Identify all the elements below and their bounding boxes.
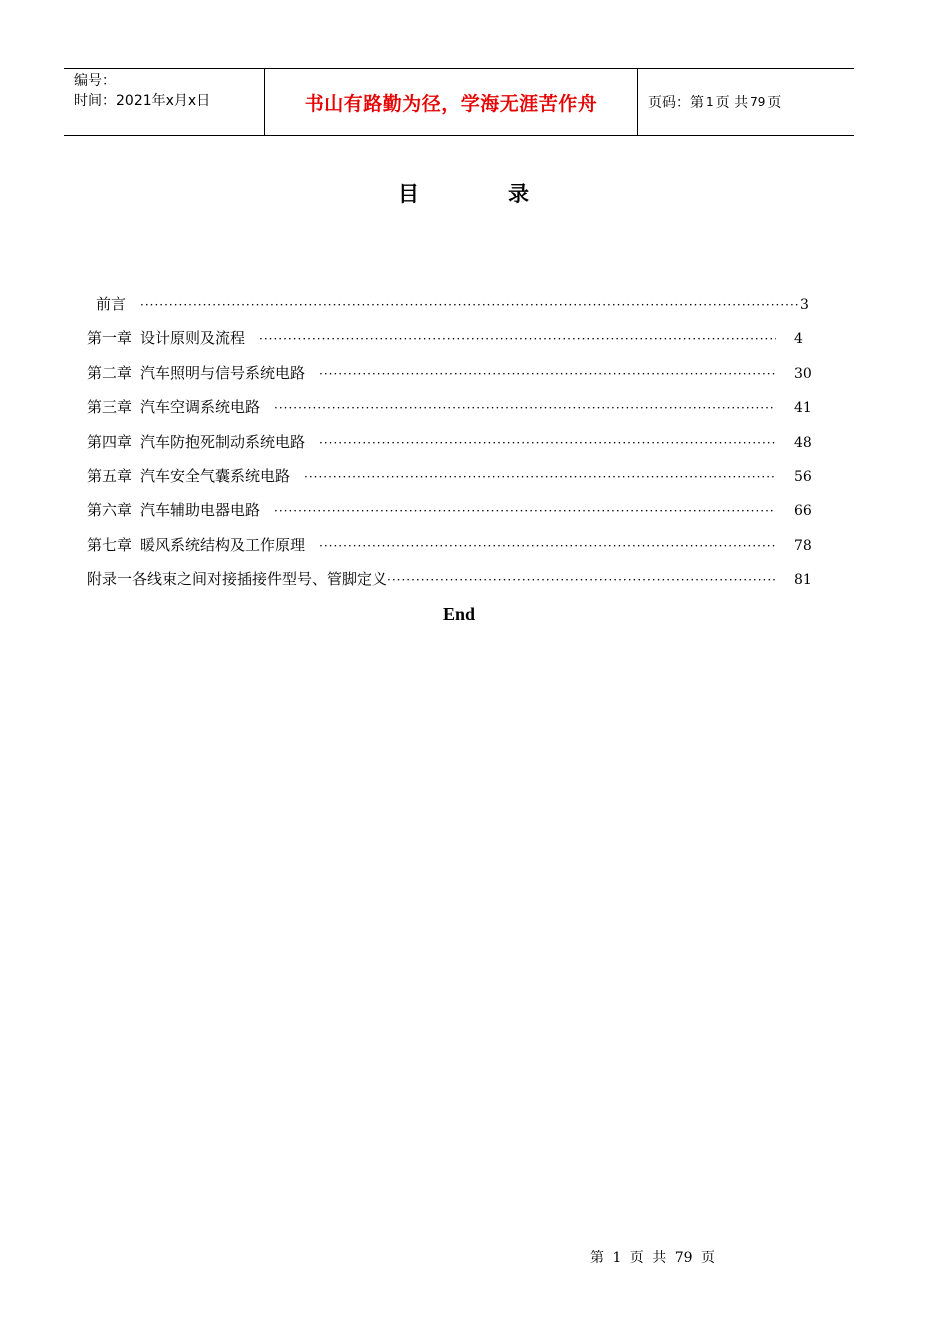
title-char-1: 目 xyxy=(398,182,419,206)
toc-entry-chapter: 第四章 xyxy=(87,432,133,451)
table-of-contents xyxy=(87,293,820,603)
toc-entry[interactable] xyxy=(87,534,820,568)
toc-entry-chapter: 第一章 xyxy=(87,329,133,348)
toc-leader-dots xyxy=(319,539,776,553)
toc-entry-page: 81 xyxy=(794,572,812,589)
toc-entry-chapter: 第三章 xyxy=(87,398,133,417)
page-current: 1 xyxy=(706,95,714,109)
toc-entry-label xyxy=(87,465,290,486)
title-char-2: 录 xyxy=(508,182,529,206)
toc-entry-title: 汽车防抱死制动系统电路 xyxy=(140,432,306,451)
toc-entry-label xyxy=(87,568,387,589)
toc-leader-dots xyxy=(387,573,776,587)
toc-entry[interactable] xyxy=(87,396,820,430)
time-label: 时间：2021年x月x日 xyxy=(74,93,211,109)
page-middle: 页 共 xyxy=(715,95,749,111)
toc-entry-title: 汽车照明与信号系统电路 xyxy=(140,363,306,382)
page-header xyxy=(64,68,854,136)
toc-leader-dots xyxy=(319,436,776,450)
toc-leader-dots xyxy=(319,367,776,381)
toc-leader-dots xyxy=(140,298,800,312)
toc-entry-page: 66 xyxy=(794,503,812,520)
header-page-info xyxy=(638,69,854,135)
page-total: 79 xyxy=(750,95,766,109)
toc-entry-title: 前言 xyxy=(96,295,127,313)
toc-entry-page: 3 xyxy=(800,297,809,313)
end-marker: End xyxy=(443,604,476,624)
toc-entry-chapter: 第六章 xyxy=(87,501,133,520)
toc-entry[interactable] xyxy=(87,293,820,327)
toc-entry-page: 56 xyxy=(794,468,812,485)
toc-entry-title: 汽车辅助电器电路 xyxy=(140,501,261,520)
toc-entry[interactable] xyxy=(87,327,820,361)
page-prefix: 页码：第 xyxy=(648,95,704,111)
toc-entry-chapter: 第二章 xyxy=(87,363,133,382)
toc-entry[interactable] xyxy=(87,465,820,499)
toc-entry-title: 设计原则及流程 xyxy=(140,329,246,348)
toc-entry-chapter: 第七章 xyxy=(87,535,133,554)
toc-leader-dots xyxy=(259,332,776,346)
page-footer: 第 1 页 共 79 页 xyxy=(590,1250,715,1266)
toc-entry-label xyxy=(87,534,305,555)
toc-entry-title: 汽车空调系统电路 xyxy=(140,398,261,417)
toc-leader-dots xyxy=(274,401,776,415)
toc-entry-label xyxy=(87,396,260,417)
toc-leader-dots xyxy=(274,504,776,518)
toc-entry-page: 4 xyxy=(794,331,803,348)
toc-entry-label xyxy=(87,362,305,383)
toc-entry-page: 30 xyxy=(794,365,812,382)
header-meta xyxy=(64,69,265,135)
toc-entry[interactable] xyxy=(87,362,820,396)
toc-entry[interactable] xyxy=(87,431,820,465)
toc-entry-chapter: 第五章 xyxy=(87,466,133,485)
toc-entry-title: 汽车安全气囊系统电路 xyxy=(140,466,291,485)
toc-entry[interactable] xyxy=(87,499,820,533)
toc-entry-label xyxy=(87,499,260,520)
header-motto: 书山有路勤为径，学海无涯苦作舟 xyxy=(265,69,638,135)
toc-entry-title: 暖风系统结构及工作原理 xyxy=(140,535,306,554)
page-suffix: 页 xyxy=(767,95,782,111)
toc-entry-label xyxy=(87,431,305,452)
toc-entry-page: 41 xyxy=(794,400,812,417)
toc-entry[interactable] xyxy=(87,568,820,602)
toc-entry-title: 附录一各线束之间对接插接件型号、管脚定义 xyxy=(87,570,388,589)
toc-entry-page: 48 xyxy=(794,434,812,451)
toc-entry-page: 78 xyxy=(794,537,812,554)
toc-entry-label xyxy=(87,293,126,314)
toc-entry-label xyxy=(87,327,245,348)
toc-leader-dots xyxy=(304,470,776,484)
number-label: 编号： xyxy=(74,73,116,89)
